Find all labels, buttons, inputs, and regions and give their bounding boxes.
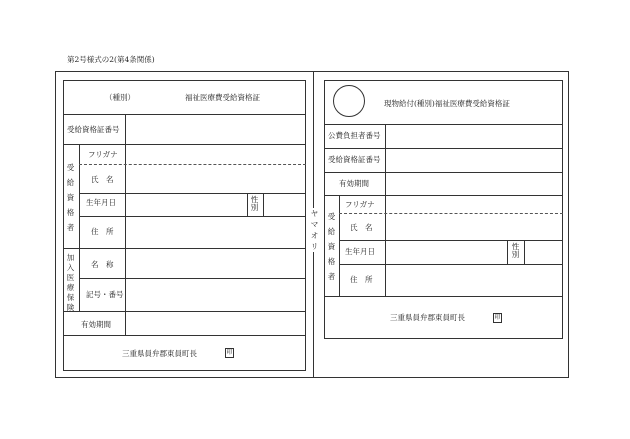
left-furigana-label: フリガナ — [88, 150, 118, 159]
left-row-divider — [79, 278, 306, 279]
left-card-title: 福祉医療費受給資格証 — [185, 93, 260, 102]
left-cert-number-label: 受給資格証番号 — [67, 125, 120, 134]
left-validity-label: 有効期間 — [81, 320, 111, 329]
fold-label: ヤマオリ — [310, 209, 319, 251]
right-validity-label: 有効期間 — [339, 179, 369, 188]
left-name-label: 氏 名 — [91, 175, 114, 184]
right-card — [324, 80, 563, 339]
right-sex-divider — [507, 240, 508, 264]
right-cert-number-label: 受給資格証番号 — [328, 155, 381, 164]
left-seal-box — [225, 348, 234, 358]
left-insurance-group-label: 加入医療保険 — [66, 253, 75, 312]
right-address-label: 住 所 — [350, 275, 373, 284]
right-row-divider — [324, 296, 563, 297]
left-address-label: 住 所 — [91, 227, 114, 236]
right-birthdate-label: 生年月日 — [345, 247, 375, 256]
right-row-divider — [324, 172, 563, 173]
left-seal: 印 — [226, 349, 233, 356]
left-row-divider — [63, 144, 306, 145]
left-row-divider — [63, 335, 306, 336]
left-col-divider — [125, 248, 126, 311]
photo-circle — [333, 85, 365, 117]
right-row-divider — [324, 148, 563, 149]
right-card-title: 現物給付(種別)福祉医療費受給資格証 — [384, 99, 510, 108]
left-symbol-number-label: 記号・番号 — [86, 290, 124, 299]
left-insurer-name-label: 名 称 — [91, 260, 114, 269]
right-seal-box — [493, 313, 502, 323]
left-row-divider — [79, 216, 306, 217]
right-recipient-group-label: 受給資格者 — [327, 212, 336, 281]
right-row-divider — [324, 195, 563, 196]
left-row-divider — [79, 193, 306, 194]
left-col-divider — [125, 311, 126, 335]
left-recipient-group-label: 受給資格者 — [66, 163, 75, 232]
left-group-divider — [79, 248, 80, 311]
left-sex-divider — [263, 193, 264, 216]
right-row-divider — [339, 240, 563, 241]
right-furigana-label: フリガナ — [345, 200, 375, 209]
right-name-label: 氏 名 — [350, 223, 373, 232]
left-row-divider — [63, 248, 306, 249]
right-col-divider — [385, 124, 386, 195]
left-birthdate-label: 生年月日 — [86, 198, 116, 207]
left-col-divider — [125, 144, 126, 248]
right-group-divider — [339, 195, 340, 296]
right-col-divider — [385, 195, 386, 296]
left-row-divider — [63, 311, 306, 312]
right-sex-divider — [524, 240, 525, 264]
left-type-label: （種別） — [105, 93, 135, 102]
right-sex-label: 性別 — [511, 242, 520, 259]
right-issuer: 三重県員弁郡東員町長 — [390, 313, 465, 322]
left-col-divider — [125, 114, 126, 144]
left-sex-divider — [247, 193, 248, 216]
right-furigana-dash — [339, 213, 563, 214]
right-seal: 印 — [494, 314, 501, 321]
left-furigana-dash — [79, 164, 306, 165]
right-payer-number-label: 公費負担者番号 — [328, 131, 381, 140]
left-sex-label: 性別 — [250, 195, 259, 212]
right-row-divider — [324, 124, 563, 125]
left-group-divider — [79, 144, 80, 248]
left-issuer: 三重県員弁郡東員町長 — [122, 349, 197, 358]
form-caption: 第2号様式の2(第4条関係) — [67, 55, 155, 64]
left-row-divider — [63, 114, 306, 115]
right-row-divider — [339, 264, 563, 265]
